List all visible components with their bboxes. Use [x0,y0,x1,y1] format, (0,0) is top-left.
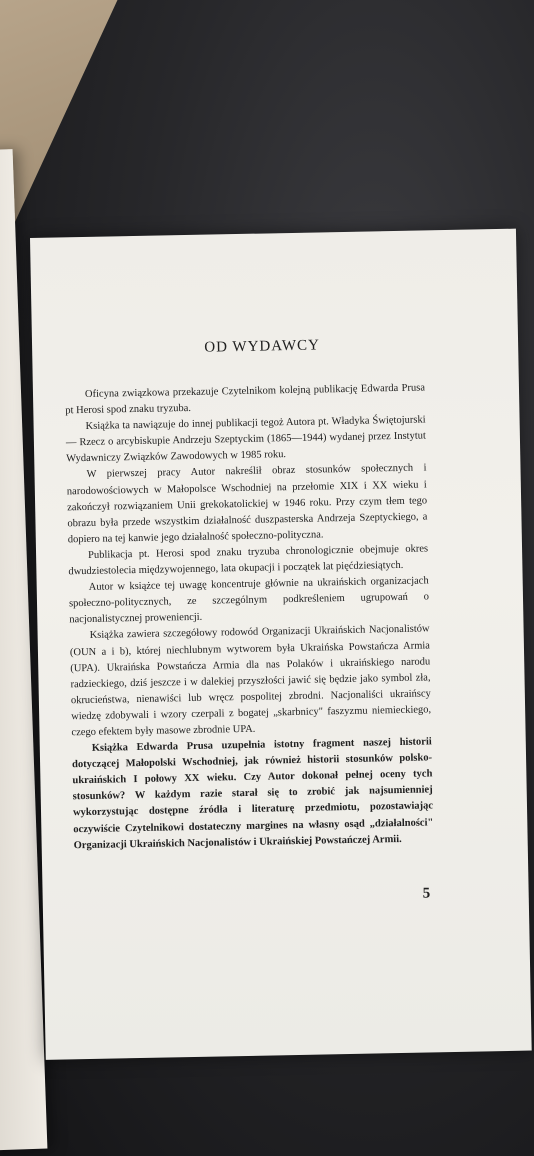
paragraph-2: Książka ta nawiązuje do innej publikacji tegoż Autora pt. Władyka Świętojurski — Rzecz o arcybiskupie Andrzeju Szeptyckim (1865—1944) wydanej przez Instytut Wydawniczy Związków Zawodowych w 1985 roku. [65,414,426,465]
paragraph-5: Autor w książce tej uwagę koncentruje głównie na ukraińskich organizacjach społeczno-politycznych, ze szczególnym podkreśleniem ugrupowań o nacjonalistycznej proweniencji. [68,575,430,626]
book-page [30,229,532,1060]
page-heading: OD WYDAWCY [204,337,321,356]
page-number: 5 [422,885,431,902]
paragraph-3: W pierwszej pracy Autor nakreślił obraz stosunków społecznych i narodowościowych w Małopolsce Wschodniej na przełomie XIX i XX wieku i zakończył rozwiązaniem Unii grekokatolickiej w 1946 roku. Przy czym tłem tego obrazu była przede wszystkim działalność duszpasterska Andrzeja Szeptyckiego, a dopiero na tej kanwie jego działalność społeczno-polityczna. [66,462,428,546]
paragraph-6: Książka zawiera szczegółowy rodowód Organizacji Ukraińskich Nacjonalistów (OUN a i b), której niechlubnym wytworem była Ukraińska Powstańcza Armia (UPA). Ukraińska Powstańcza Armia dla nas Polaków i ukraińskiego narodu radzieckiego, dziś jeszcze i w dalekiej przyszłości jawić się będzie jako symbol zła, okrucieństwa, nienawiści lub wręcz pospolitej zbrodni. Nacjonaliści ukraińscy wiedzę zdobywali i wzory czerpali z bogatej „skarbnicy" faszyzmu niemieckiego, czego efektem były masowe zbrodnie UPA. [69,623,432,739]
paragraph-1: Oficyna związkowa przekazuje Czytelnikom kolejną publikację Edwarda Prusa pt Herosi spod znaku tryzuba. [65,382,426,417]
paragraph-7: Książka Edwarda Prusa uzupełnia istotny fragment naszej historii dotyczącej Małopolski Wschodniej, jak również historii stosunków polsko-ukraińskich I połowy XX wieku. Czy Autor dokonał pełnej oceny tych stosunków? W każdym razie starał się to zrobić jak najsumienniej wykorzystując dostępne źródła i literaturę przedmiotu, pozostawiając oczywiście Czytelnikowi dostateczny margines na własny osąd „działalności" Organizacji Ukraińskich Nacjonalistów i Ukraińskiej Powstańczej Armii. [72,736,434,851]
page-body [65,380,434,854]
paragraph-4: Publikacja pt. Herosi spod znaku tryzuba chronologicznie obejmuje okres dwudziestolecia międzywojennego, lata okupacji i początek lat pięćdziesiątych. [68,543,429,578]
